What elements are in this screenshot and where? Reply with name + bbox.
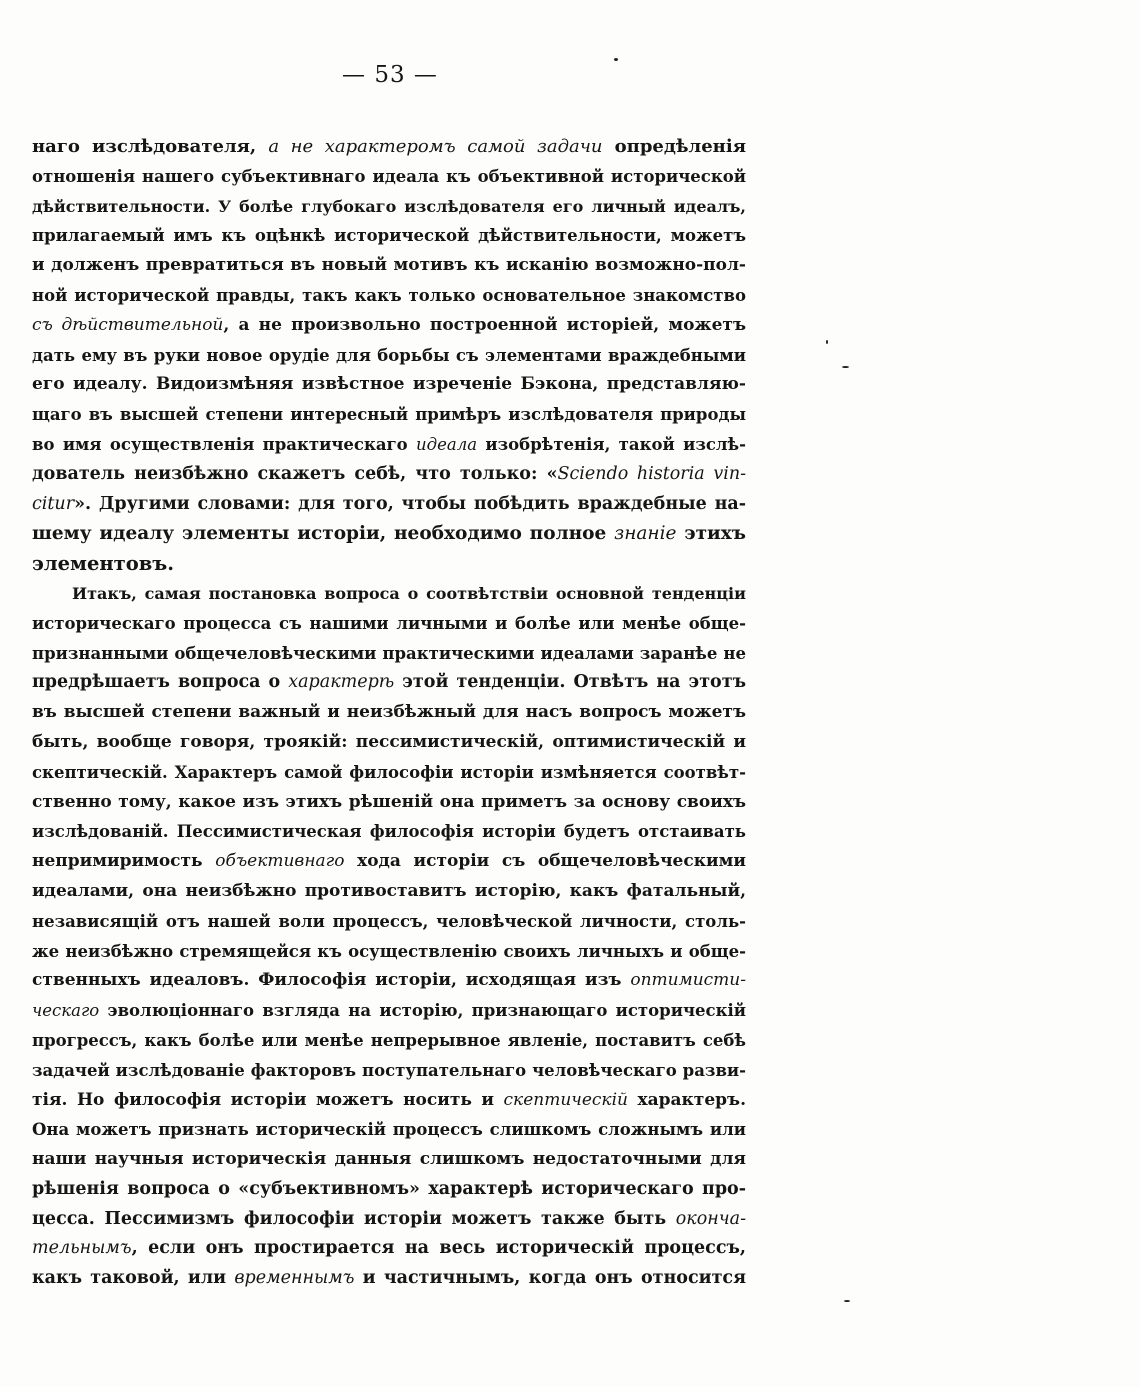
text-line [32, 937, 746, 967]
italic-text: знаніе [614, 523, 677, 545]
page-number: — 53 — [342, 62, 438, 88]
scan-speck [826, 340, 828, 344]
text-segment: элементовъ. [32, 552, 175, 576]
text-segment: опредѣленія [602, 136, 746, 157]
text-segment: изобрѣтенія, такой изслѣ- [477, 434, 747, 454]
text-segment: цесса. Пессимизмъ философіи исторіи можетъ также быть [32, 1208, 676, 1229]
scan-speck [614, 58, 618, 61]
text-segment: тія. Но философія исторіи можетъ носить и [32, 1089, 504, 1110]
text-line [32, 132, 746, 162]
italic-text: Sciendo historia vin- [557, 463, 746, 484]
text-segment: дѣйствительности. У болѣе глубокаго изслѣдователя его личный идеалъ, [32, 196, 746, 216]
text-segment: хода исторіи съ общечеловѣческими [344, 851, 746, 872]
text-line [32, 758, 746, 788]
text-segment: , а не произвольно построенной исторіей, можетъ [223, 314, 746, 335]
italic-text: съ дѣйствительной [32, 314, 224, 335]
text-segment: характеръ. [627, 1089, 746, 1110]
scan-speck [844, 1300, 850, 1302]
text-segment: быть, вообще говоря, трoякій: пессимистическій, оптимистическій и [32, 731, 746, 752]
text-line [32, 966, 746, 996]
text-line [32, 847, 746, 877]
italic-text: а не характеромъ самой задачи [268, 136, 603, 157]
text-line [32, 907, 746, 937]
text-segment: рѣшенія вопроса о «субъективномъ» характерѣ историческаго про- [32, 1178, 746, 1199]
text-line [32, 311, 746, 341]
italic-text: тельнымъ [32, 1238, 132, 1259]
text-segment: шему идеалу элементы исторіи, необходимо полное [32, 523, 615, 545]
text-line [32, 370, 746, 400]
text-line [32, 579, 746, 609]
text-segment: прилагаемый имъ къ оцѣнкѣ исторической дѣйствительности, можетъ [32, 226, 746, 246]
text-line [32, 639, 746, 669]
text-segment: независящій отъ нашей воли процессъ, человѣческой личности, столь- [32, 911, 746, 931]
text-line [32, 728, 746, 758]
text-segment: Она можетъ признать историческій процессъ слишкомъ сложнымъ или [32, 1120, 746, 1140]
text-line [32, 430, 746, 460]
text-segment: изслѣдованій. Пессимистическая философія исторіи будетъ отстаивать [32, 822, 746, 842]
text-line [32, 1145, 746, 1175]
text-segment: непримиримость [32, 851, 216, 872]
text-segment: ственно тому, какое изъ этихъ рѣшеній она приметъ за основу своихъ [32, 791, 746, 812]
text-line [32, 996, 746, 1026]
text-segment: признанными общечеловѣческими практическими идеалами заранѣе не [32, 643, 746, 663]
italic-text: характерѣ [288, 672, 395, 693]
italic-text: скептическій [503, 1089, 628, 1110]
text-segment: отношенія нашего субъективнаго идеала къ объективной исторической [32, 166, 746, 186]
text-line [32, 1234, 746, 1264]
text-line [32, 1056, 746, 1086]
text-line [32, 877, 746, 907]
text-segment: Итакъ, самая постановка вопроса о соотвѣтствіи основной тенденціи [72, 583, 746, 603]
text-segment: скептическій. Характеръ самой философіи исторіи измѣняется соотвѣт- [32, 762, 746, 782]
text-segment: наши научныя историческія данныя слишкомъ недостаточными для [32, 1149, 746, 1170]
text-line [32, 817, 746, 847]
text-segment: и частичнымъ, когда онъ относится [354, 1268, 747, 1289]
text-line [32, 609, 746, 639]
text-line [32, 549, 746, 579]
text-segment: какъ таковой, или [32, 1268, 235, 1289]
text-segment: идеалами, она неизбѣжно противоставитъ исторію, какъ фатальный, [32, 880, 746, 901]
text-segment: щаго въ высшей степени интересный примѣръ изслѣдователя природы [32, 405, 746, 425]
text-segment: историческаго процесса съ нашими личными и болѣе или менѣе обще- [32, 613, 746, 633]
text-segment: же неизбѣжно стремящейся къ осуществленію своихъ личныхъ и обще- [32, 941, 746, 961]
text-line [32, 698, 746, 728]
text-line [32, 192, 746, 222]
text-line [32, 400, 746, 430]
text-line [32, 1205, 746, 1235]
text-segment: во имя осуществленія практическаго [32, 434, 417, 454]
text-segment: наго изслѣдователя, [32, 136, 269, 157]
text-segment: ной исторической правды, такъ какъ только основательное знакомство [32, 285, 746, 305]
scan-speck [842, 366, 849, 368]
text-line [32, 1026, 746, 1056]
text-segment: и долженъ превратиться въ новый мотивъ къ исканію возможно-пол- [32, 255, 746, 276]
text-line [32, 162, 746, 192]
text-line [32, 341, 746, 371]
text-line [32, 1175, 746, 1205]
text-segment: дователь неизбѣжно скажетъ себѣ, что только: « [32, 463, 558, 484]
italic-text: объективнаго [215, 851, 345, 872]
text-line [32, 1086, 746, 1116]
text-segment: этой тенденціи. Отвѣтъ на этотъ [394, 672, 746, 693]
text-line [32, 490, 746, 520]
text-line [32, 251, 746, 281]
text-segment: прогрессъ, какъ болѣе или менѣе непрерывное явленіе, поставитъ себѣ [32, 1030, 746, 1050]
text-line [32, 668, 746, 698]
italic-text: идеала [416, 434, 478, 454]
text-segment: предрѣшаетъ вопроса о [32, 672, 289, 693]
italic-text: ческаго [32, 1001, 100, 1021]
text-line [32, 221, 746, 251]
text-line [32, 281, 746, 311]
text-line [32, 460, 746, 490]
text-segment: его идеалу. Видоизмѣняя извѣстное изреченіе Бэкона, представляю- [32, 374, 746, 395]
text-line [32, 788, 746, 818]
text-line [32, 1264, 746, 1294]
text-segment: эволюціоннаго взгляда на исторію, признающаго историческій [99, 1001, 746, 1021]
italic-text: оптимисти- [630, 970, 746, 991]
italic-text: оконча- [675, 1208, 746, 1229]
text-line [32, 1115, 746, 1145]
body-text [32, 132, 746, 1294]
text-segment: ственныхъ идеаловъ. Философія исторіи, исходящая изъ [32, 970, 631, 991]
text-segment: ». Другими словами: для того, чтобы побѣдить враждебные на- [74, 493, 746, 514]
text-segment: въ высшей степени важный и неизбѣжный для насъ вопросъ можетъ [32, 702, 746, 723]
text-segment: этихъ [676, 523, 746, 545]
text-line [32, 519, 746, 549]
text-segment: дать ему въ руки новое орудіе для борьбы съ элементами враждебными [32, 345, 746, 365]
italic-text: citur [32, 493, 75, 514]
text-segment: задачей изслѣдованіе факторовъ поступательнаго человѣческаго разви- [32, 1060, 746, 1080]
text-segment: , если онъ простирается на весь историческій процессъ, [131, 1238, 746, 1259]
italic-text: временнымъ [234, 1268, 355, 1289]
